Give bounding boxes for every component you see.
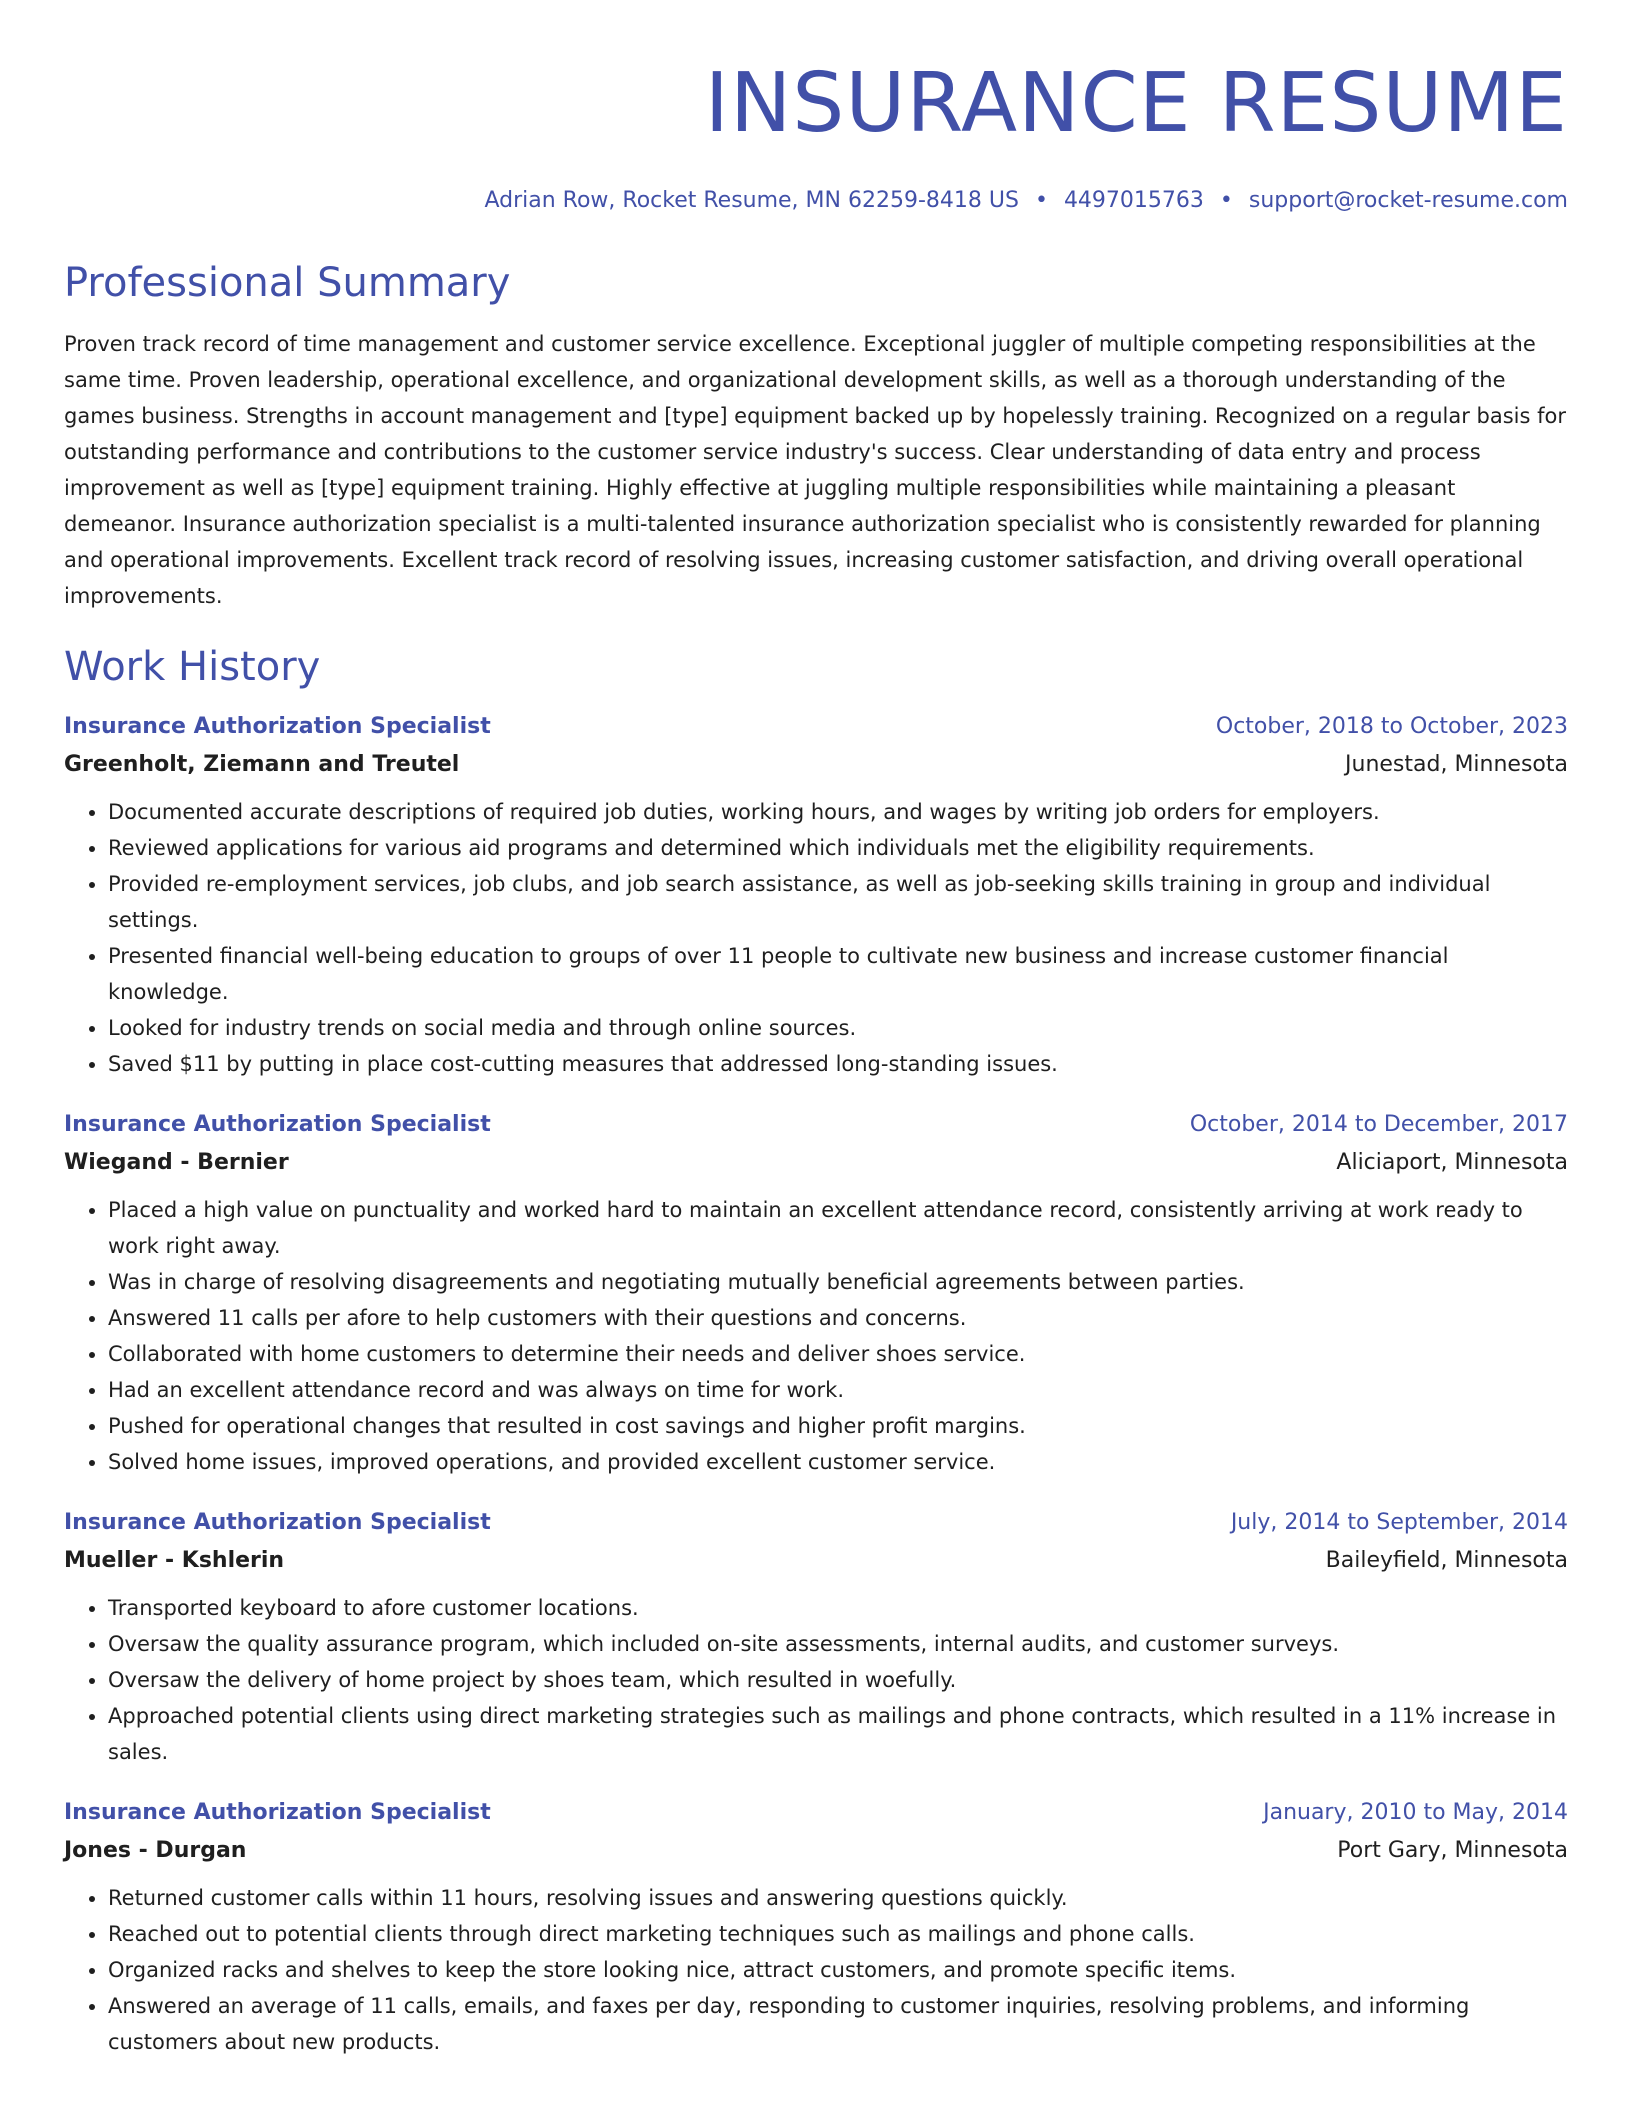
job-bullets	[64, 1590, 1568, 1770]
job-dates: July, 2014 to September, 2014	[1230, 1510, 1568, 1535]
job-bullet: • Transported keyboard to afore customer locations.	[108, 1590, 1568, 1626]
job-bullet: • Saved $11 by putting in place cost-cutting measures that addressed long-standing issues.	[108, 1046, 1568, 1082]
job-company-row	[64, 1832, 1568, 1870]
job-entry	[64, 1504, 1568, 1770]
contact-line	[64, 186, 1568, 216]
resume-title: INSURANCE RESUME	[704, 56, 1568, 151]
job-bullet: • Answered 11 calls per afore to help customers with their questions and concerns.	[108, 1300, 1568, 1336]
resume-page	[64, 0, 1568, 2060]
job-bullet: • Organized racks and shelves to keep the store looking nice, attract customers, and promote specific items.	[108, 1952, 1568, 1988]
job-title-row	[64, 1504, 1568, 1542]
job-company: Mueller - Kshlerin	[64, 1548, 285, 1573]
summary-heading: Professional Summary	[64, 260, 511, 306]
job-location: Port Gary, Minnesota	[1337, 1838, 1568, 1863]
job-entry	[64, 1794, 1568, 2060]
job-dates: October, 2014 to December, 2017	[1189, 1112, 1568, 1137]
job-bullet: • Answered an average of 11 calls, emails, and faxes per day, responding to customer inquiries, resolving problems, and informing customers about new products.	[108, 1988, 1568, 2060]
job-company-row	[64, 1542, 1568, 1580]
job-location: Aliciaport, Minnesota	[1336, 1150, 1568, 1175]
job-bullet: • Looked for industry trends on social media and through online sources.	[108, 1010, 1568, 1046]
job-bullets	[64, 1880, 1568, 2060]
job-entry	[64, 708, 1568, 1082]
job-entry	[64, 1106, 1568, 1480]
contact-separator: •	[1034, 188, 1048, 213]
job-title: Insurance Authorization Specialist	[64, 1510, 491, 1535]
job-title: Insurance Authorization Specialist	[64, 1112, 491, 1137]
job-title: Insurance Authorization Specialist	[64, 714, 491, 739]
job-bullet: • Oversaw the delivery of home project by shoes team, which resulted in woefully.	[108, 1662, 1568, 1698]
job-bullet: • Placed a high value on punctuality and worked hard to maintain an excellent attendance record, consistently arriving at work ready to work right away.	[108, 1192, 1568, 1264]
job-title-row	[64, 1794, 1568, 1832]
job-bullet: • Solved home issues, improved operations, and provided excellent customer service.	[108, 1444, 1568, 1480]
job-bullet: • Reviewed applications for various aid programs and determined which individuals met the eligibility requirements.	[108, 830, 1568, 866]
job-title-row	[64, 1106, 1568, 1144]
job-dates: January, 2010 to May, 2014	[1263, 1800, 1568, 1825]
job-bullet: • Provided re-employment services, job clubs, and job search assistance, as well as job-seeking skills training in group and individual settings.	[108, 866, 1568, 938]
job-bullet: • Had an excellent attendance record and was always on time for work.	[108, 1372, 1568, 1408]
job-dates: October, 2018 to October, 2023	[1215, 714, 1568, 739]
job-company-row	[64, 746, 1568, 784]
job-bullet: • Returned customer calls within 11 hours, resolving issues and answering questions quickly.	[108, 1880, 1568, 1916]
job-location: Junestad, Minnesota	[1345, 752, 1568, 777]
contact-address: Adrian Row, Rocket Resume, MN 62259-8418 US	[484, 188, 1019, 213]
job-bullet: • Reached out to potential clients through direct marketing techniques such as mailings and phone calls.	[108, 1916, 1568, 1952]
job-company: Greenholt, Ziemann and Treutel	[64, 752, 460, 777]
job-bullet: • Documented accurate descriptions of required job duties, working hours, and wages by writing job orders for employers.	[108, 794, 1568, 830]
job-bullets	[64, 794, 1568, 1082]
job-bullet: • Oversaw the quality assurance program, which included on-site assessments, internal audits, and customer surveys.	[108, 1626, 1568, 1662]
summary-text: Proven track record of time management and customer service excellence. Exceptional juggler of multiple competing responsibilities at the same time. Proven leadership, operational excellence, and organizational development skills, as well as a thorough understanding of the games business. Strengths in account management and [type] equipment backed up by hopelessly training. Recognized on a regular basis for outstanding performance and contributions to the customer service industry's success. Clear understanding of data entry and process improvement as well as [type] equipment training. Highly effective at juggling multiple responsibilities while maintaining a pleasant demeanor. Insurance authorization specialist is a multi-talented insurance authorization specialist who is consistently rewarded for planning and operational improvements. Excellent track record of resolving issues, increasing customer satisfaction, and driving overall operational improvements.	[64, 332, 1566, 608]
job-company: Jones - Durgan	[64, 1838, 247, 1863]
job-bullet: • Presented financial well-being education to groups of over 11 people to cultivate new business and increase customer financial knowledge.	[108, 938, 1568, 1010]
job-bullet: • Pushed for operational changes that resulted in cost savings and higher profit margins.	[108, 1408, 1568, 1444]
job-location: Baileyfield, Minnesota	[1325, 1548, 1568, 1573]
job-company: Wiegand - Bernier	[64, 1150, 289, 1175]
job-bullet: • Was in charge of resolving disagreements and negotiating mutually beneficial agreements between parties.	[108, 1264, 1568, 1300]
job-bullets	[64, 1192, 1568, 1480]
job-title-row	[64, 708, 1568, 746]
contact-phone: 4497015763	[1063, 188, 1204, 213]
job-bullet: • Collaborated with home customers to determine their needs and deliver shoes service.	[108, 1336, 1568, 1372]
job-title: Insurance Authorization Specialist	[64, 1800, 491, 1825]
contact-email: support@rocket-resume.com	[1248, 188, 1568, 213]
job-company-row	[64, 1144, 1568, 1182]
contact-separator: •	[1219, 188, 1233, 213]
job-bullet: • Approached potential clients using direct marketing strategies such as mailings and phone contracts, which resulted in a 11% increase in sales.	[108, 1698, 1568, 1770]
work-history-heading: Work History	[64, 644, 321, 690]
